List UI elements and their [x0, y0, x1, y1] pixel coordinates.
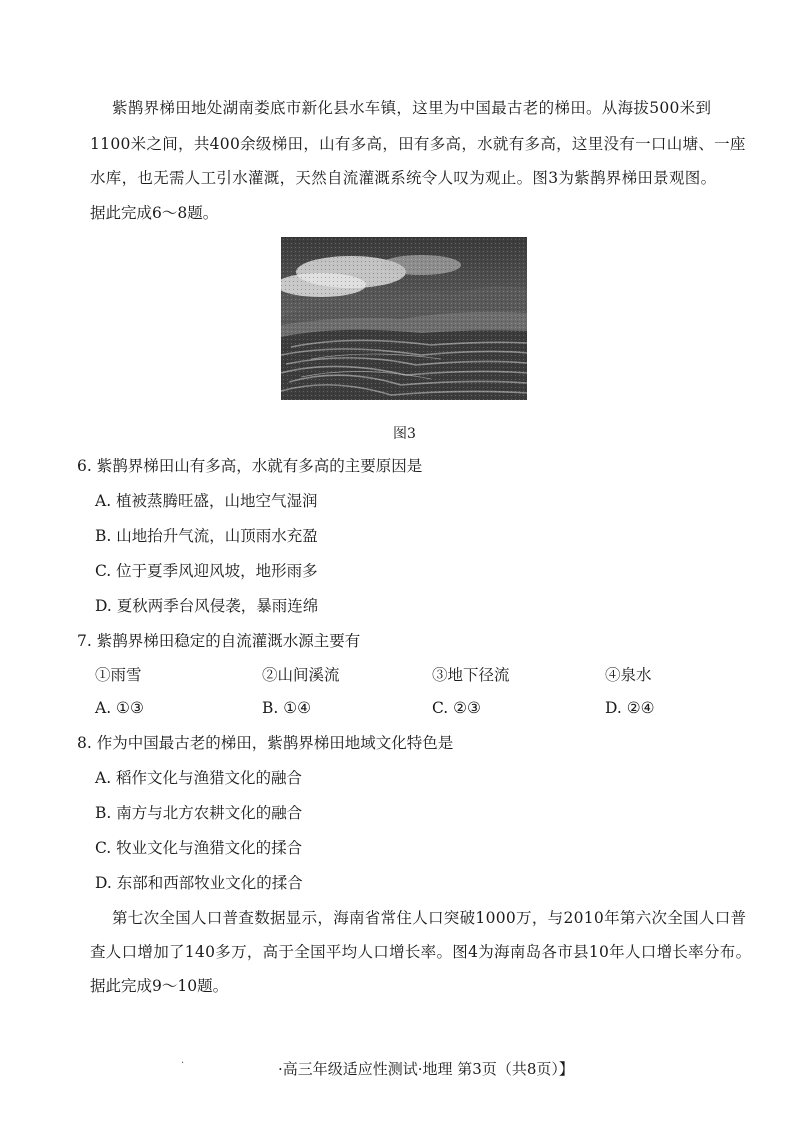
terrace-landscape-photo	[281, 237, 527, 400]
question-7-stem: 7. 紫鹊界梯田稳定的自流灌溉水源主要有	[77, 632, 361, 650]
question-7-option-d: D. ②④	[605, 699, 655, 717]
question-6-stem: 6. 紫鹊界梯田山有多高，水就有多高的主要原因是	[77, 457, 423, 475]
question-7-item-4: ④泉水	[605, 666, 652, 684]
question-7-option-b: B. ①④	[262, 699, 312, 717]
question-8-option-d: D. 东部和西部牧业文化的揉合	[95, 874, 303, 892]
intro-paragraph-line-4: 据此完成6～8题。	[90, 204, 219, 222]
question-8-option-c: C. 牧业文化与渔猎文化的揉合	[95, 839, 303, 857]
question-7-option-c: C. ②③	[432, 699, 481, 717]
question-6-option-c: C. 位于夏季风迎风坡，地形雨多	[95, 562, 318, 580]
intro-paragraph-line-3: 水库，也无需人工引水灌溉，天然自流灌溉系统令人叹为观止。图3为紫鹊界梯田景观图。	[90, 169, 717, 187]
question-8-option-b: B. 南方与北方农耕文化的融合	[95, 804, 303, 822]
question-7-item-1: ①雨雪	[95, 666, 142, 684]
question-7-item-3: ③地下径流	[432, 666, 510, 684]
question-8-stem: 8. 作为中国最古老的梯田，紫鹊界梯田地域文化特色是	[77, 734, 454, 752]
intro2-paragraph-line-3: 据此完成9～10题。	[90, 977, 229, 995]
question-8-option-a: A. 稻作文化与渔猎文化的融合	[95, 769, 303, 787]
footer-mark: .	[181, 1055, 185, 1066]
page-footer: ·高三年级适应性测试·地理 第3页（共8页）】	[278, 1060, 574, 1078]
figure-3-caption: 图3	[393, 426, 416, 442]
intro2-paragraph-line-1: 第七次全国人口普查数据显示，海南省常住人口突破1000万，与2010年第六次全国人口普	[112, 909, 747, 927]
question-6-option-d: D. 夏秋两季台风侵袭，暴雨连绵	[95, 597, 319, 615]
question-7-option-a: A. ①③	[95, 699, 144, 717]
question-6-option-b: B. 山地抬升气流，山顶雨水充盈	[95, 527, 318, 545]
question-7-item-2: ②山间溪流	[262, 666, 340, 684]
intro-paragraph-line-1: 紫鹊界梯田地处湖南娄底市新化县水车镇，这里为中国最古老的梯田。从海拔500米到	[112, 99, 712, 117]
intro-paragraph-line-2: 1100米之间，共400余级梯田，山有多高，田有多高，水就有多高，这里没有一口山塘、一座	[90, 135, 746, 153]
question-6-option-a: A. 植被蒸腾旺盛，山地空气湿润	[95, 492, 318, 510]
intro2-paragraph-line-2: 查人口增加了140多万，高于全国平均人口增长率。图4为海南岛各市县10年人口增长率分布。	[90, 943, 752, 961]
